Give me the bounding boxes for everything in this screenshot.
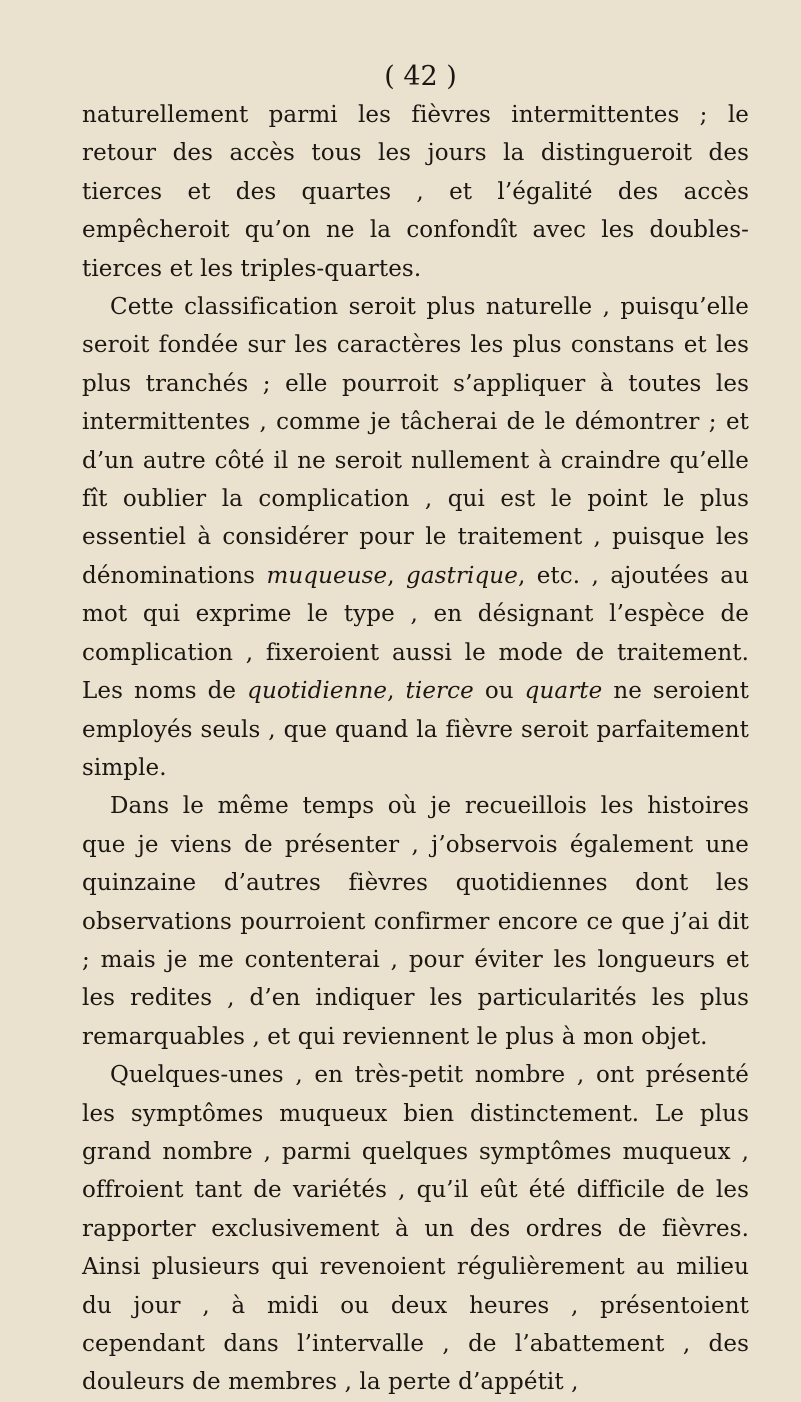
text-segment: Dans le même temps où je recueillois les histoires que je viens de présenter , j’observois également une quinzaine d’autres fièvres quotidiennes dont les observations pourroient confirmer encore ce que j’ai dit ; mais je me contenterai , pour éviter les longueurs et les redites , d’en indiquer les particularités les plus remarquables , et qui reviennent le plus à mon objet.: [82, 793, 749, 1050]
text-segment: ,: [387, 678, 406, 705]
paragraph: [82, 1056, 749, 1402]
text-segment: naturellement parmi les fièvres intermittentes ; le retour des accès tous les jours la distingueroit des tierces et des quartes , et l’égalité des accès empêcheroit qu’on ne la confondît avec les doubles-tierces et les triples-quartes.: [82, 102, 749, 282]
text-segment: Cette classification seroit plus naturelle , puisqu’elle seroit fondée sur les caractères les plus constans et les plus tranchés ; elle pourroit s’appliquer à toutes les intermittentes , comme je tâcherai de le démontrer ; et d’un autre côté il ne seroit nullement à craindre qu’elle fît oublier la complication , qui est le point le plus essentiel à considérer pour le traitement , puisque les dénominations: [82, 294, 749, 589]
italic-term: quotidienne: [247, 678, 388, 705]
paragraph: [82, 96, 749, 288]
text-segment: ou: [473, 678, 525, 705]
text-segment: , etc. , ajoutées au mot qui exprime le type , en désignant l’espèce de complication , fixeroient aussi le mode de traitement. Les noms de: [82, 562, 750, 705]
italic-term: quarte: [524, 678, 603, 705]
text-segment: Quelques-unes , en très-petit nombre , ont présenté les symptômes muqueux bien distinctement. Le plus grand nombre , parmi quelques symptômes muqueux , offroient tant de variétés , qu’il eût été difficile de les rapporter exclusivement à un des ordres de fièvres. Ainsi plusieurs qui revenoient régulièrement au milieu du jour , à midi ou deux heures , présentoient cependant dans l’intervalle , de l’abattement , des douleurs de membres , la perte d’appétit ,: [82, 1062, 749, 1396]
page-number: ( 42 ): [384, 61, 457, 92]
text-segment: ne seroient employés seuls , que quand la fièvre seroit parfaitement simple.: [82, 678, 750, 781]
text-segment: ,: [387, 562, 407, 589]
body-text: [82, 96, 749, 1402]
paragraph: [82, 787, 749, 1056]
italic-term: tierce: [405, 678, 474, 705]
italic-term: gastrique: [406, 562, 518, 589]
italic-term: muqueuse: [266, 562, 388, 589]
paragraph: [82, 288, 749, 787]
